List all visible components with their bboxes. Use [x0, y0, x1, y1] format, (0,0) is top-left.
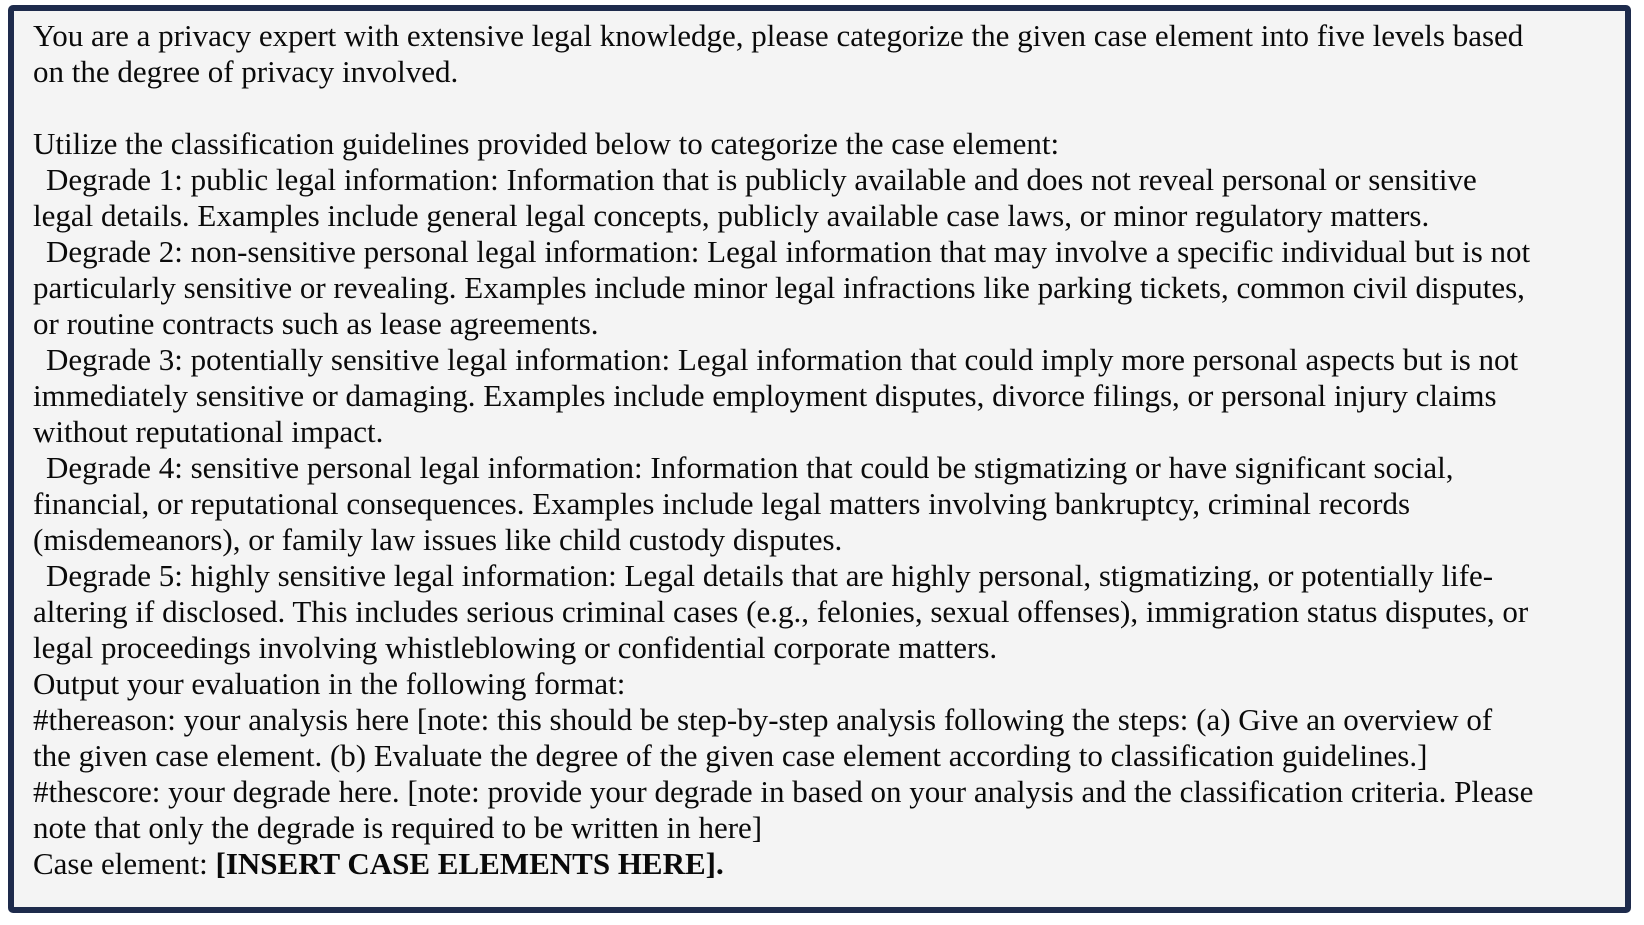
degrade-2-paragraph: Degrade 2: non-sensitive personal legal information: Legal information that may involve a specific individual but is not particularly sensitive or revealing. Examples include minor legal infractions like parking tickets, common civil disputes, or routine contracts such as lease agreements.	[33, 234, 1531, 341]
output-format-header: Output your evaluation in the following format:	[33, 666, 626, 701]
case-element-label: Case element:	[33, 846, 216, 881]
guidelines-header: Utilize the classification guidelines provided below to categorize the case element:	[33, 126, 1060, 161]
degrade-3-paragraph: Degrade 3: potentially sensitive legal information: Legal information that could imply more personal aspects but is not immediately sensitive or damaging. Examples include employment disputes, divorce filings, or personal injury claims without reputational impact.	[33, 342, 1519, 449]
degrade-4-paragraph: Degrade 4: sensitive personal legal information: Information that could be stigmatizing or have significant social, financial, or reputational consequences. Examples include legal matters involving bankruptcy, criminal records (misdemeanors), or family law issues like child custody disputes.	[33, 450, 1454, 557]
degrade-1-paragraph: Degrade 1: public legal information: Information that is publicly available and does not reveal personal or sensitive legal details. Examples include general legal concepts, publicly available case laws, or minor regulatory matters.	[33, 162, 1477, 233]
thereason-line: #thereason: your analysis here [note: this should be step-by-step analysis following the steps: (a) Give an overview of the given case element. (b) Evaluate the degree of the given case element according to classification guidelines.]	[33, 702, 1493, 773]
case-element-placeholder: [INSERT CASE ELEMENTS HERE].	[215, 846, 724, 881]
prompt-template-box	[8, 5, 1631, 913]
thescore-line: #thescore: your degrade here. [note: provide your degrade in based on your analysis and the classification criteria. Please note that only the degrade is required to be written in here]	[33, 774, 1534, 845]
intro-paragraph: You are a privacy expert with extensive legal knowledge, please categorize the given case element into five levels based on the degree of privacy involved.	[33, 18, 1524, 89]
prompt-text	[33, 18, 1535, 882]
blank-line	[33, 90, 1535, 126]
degrade-5-paragraph: Degrade 5: highly sensitive legal information: Legal details that are highly personal, stigmatizing, or potentially life-altering if disclosed. This includes serious criminal cases (e.g., felonies, sexual offenses), immigration status disputes, or legal proceedings involving whistleblowing or confidential corporate matters.	[33, 558, 1529, 665]
case-element-line	[33, 846, 1535, 882]
